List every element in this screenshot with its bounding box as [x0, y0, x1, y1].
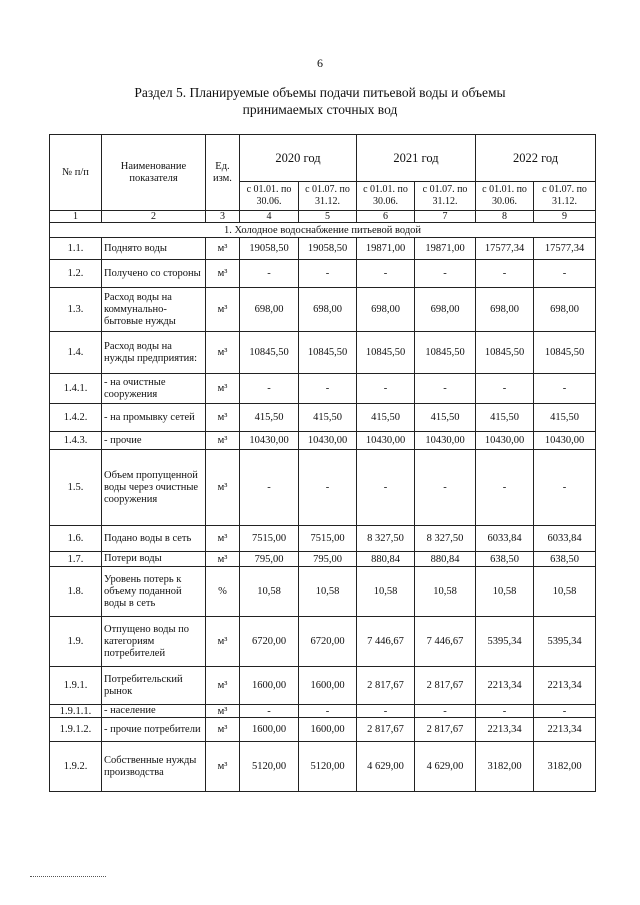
- row-number: 1.9.2.: [50, 742, 102, 792]
- row-unit: м³: [206, 552, 240, 567]
- table-row: [50, 238, 596, 260]
- row-value: 10430,00: [415, 432, 476, 450]
- table-row: [50, 288, 596, 332]
- row-value: 10,58: [240, 567, 299, 617]
- row-value: 10845,50: [357, 332, 415, 374]
- table-row: [50, 617, 596, 667]
- row-value: 10845,50: [240, 332, 299, 374]
- row-value: 10,58: [299, 567, 357, 617]
- row-name: - население: [102, 705, 206, 718]
- row-unit: м³: [206, 238, 240, 260]
- row-name: - на очистные сооружения: [102, 374, 206, 404]
- table-row: [50, 404, 596, 432]
- row-name: Поднято воды: [102, 238, 206, 260]
- row-value: -: [476, 374, 534, 404]
- header-year-2021: 2021 год: [357, 135, 476, 182]
- row-value: -: [357, 374, 415, 404]
- row-value: -: [476, 450, 534, 526]
- row-value: 10,58: [534, 567, 596, 617]
- row-value: -: [299, 374, 357, 404]
- row-value: -: [299, 705, 357, 718]
- row-value: -: [415, 705, 476, 718]
- column-number: 1: [50, 211, 102, 223]
- row-value: 7 446,67: [415, 617, 476, 667]
- row-value: 2213,34: [534, 667, 596, 705]
- column-numbers-row: [50, 211, 596, 223]
- row-value: 17577,34: [534, 238, 596, 260]
- table-row: [50, 667, 596, 705]
- row-name: Подано воды в сеть: [102, 526, 206, 552]
- column-number: 3: [206, 211, 240, 223]
- row-value: 10,58: [415, 567, 476, 617]
- column-number: 4: [240, 211, 299, 223]
- row-value: 698,00: [240, 288, 299, 332]
- row-value: -: [357, 260, 415, 288]
- row-value: 6033,84: [476, 526, 534, 552]
- row-value: 698,00: [476, 288, 534, 332]
- footer-dotted-line: [30, 876, 106, 877]
- row-number: 1.4.1.: [50, 374, 102, 404]
- row-unit: м³: [206, 742, 240, 792]
- row-value: 4 629,00: [415, 742, 476, 792]
- row-value: 7515,00: [299, 526, 357, 552]
- column-number: 5: [299, 211, 357, 223]
- row-value: -: [240, 450, 299, 526]
- table-row: [50, 742, 596, 792]
- row-name: Собственные нужды производства: [102, 742, 206, 792]
- row-value: 19058,50: [240, 238, 299, 260]
- row-unit: м³: [206, 404, 240, 432]
- row-name: Потребительский рынок: [102, 667, 206, 705]
- row-value: 10,58: [357, 567, 415, 617]
- row-unit: м³: [206, 705, 240, 718]
- row-name: Расход воды на нужды предприятия:: [102, 332, 206, 374]
- row-number: 1.2.: [50, 260, 102, 288]
- row-value: -: [534, 374, 596, 404]
- row-value: 1600,00: [299, 667, 357, 705]
- row-value: 638,50: [534, 552, 596, 567]
- row-value: 10845,50: [534, 332, 596, 374]
- row-value: 2 817,67: [357, 667, 415, 705]
- row-value: 10845,50: [476, 332, 534, 374]
- row-value: -: [299, 450, 357, 526]
- row-unit: м³: [206, 332, 240, 374]
- row-unit: м³: [206, 260, 240, 288]
- row-value: 415,50: [415, 404, 476, 432]
- row-value: 6033,84: [534, 526, 596, 552]
- header-period: с 01.01. по 30.06.: [476, 182, 534, 211]
- row-name: Уровень потерь к объему поданной воды в сеть: [102, 567, 206, 617]
- header-name: Наименование показателя: [102, 135, 206, 211]
- row-value: 8 327,50: [357, 526, 415, 552]
- row-value: 2213,34: [476, 667, 534, 705]
- row-value: 6720,00: [240, 617, 299, 667]
- row-unit: м³: [206, 617, 240, 667]
- row-value: 10430,00: [357, 432, 415, 450]
- row-unit: м³: [206, 450, 240, 526]
- row-number: 1.9.1.2.: [50, 718, 102, 742]
- row-value: 4 629,00: [357, 742, 415, 792]
- row-name: - прочие потребители: [102, 718, 206, 742]
- row-value: 5120,00: [240, 742, 299, 792]
- row-number: 1.8.: [50, 567, 102, 617]
- header-year-2022: 2022 год: [476, 135, 596, 182]
- row-value: 5395,34: [476, 617, 534, 667]
- row-value: -: [240, 260, 299, 288]
- row-value: 10845,50: [415, 332, 476, 374]
- table-body: [50, 238, 596, 792]
- row-name: Потери воды: [102, 552, 206, 567]
- row-value: -: [357, 705, 415, 718]
- row-value: 415,50: [299, 404, 357, 432]
- row-number: 1.9.: [50, 617, 102, 667]
- row-value: -: [415, 260, 476, 288]
- row-value: 880,84: [357, 552, 415, 567]
- row-value: 5120,00: [299, 742, 357, 792]
- row-value: 415,50: [534, 404, 596, 432]
- row-unit: м³: [206, 667, 240, 705]
- row-value: 5395,34: [534, 617, 596, 667]
- row-value: -: [415, 450, 476, 526]
- row-value: 17577,34: [476, 238, 534, 260]
- column-number: 6: [357, 211, 415, 223]
- row-value: 1600,00: [240, 667, 299, 705]
- row-unit: м³: [206, 526, 240, 552]
- row-value: 7515,00: [240, 526, 299, 552]
- header-year-2020: 2020 год: [240, 135, 357, 182]
- row-value: 2 817,67: [415, 718, 476, 742]
- table-row: [50, 432, 596, 450]
- row-value: 2 817,67: [415, 667, 476, 705]
- row-value: -: [534, 450, 596, 526]
- section-row: [50, 223, 596, 238]
- row-number: 1.9.1.1.: [50, 705, 102, 718]
- row-name: Объем пропущенной воды через очистные сооружения: [102, 450, 206, 526]
- header-period: с 01.01. по 30.06.: [357, 182, 415, 211]
- row-value: 2213,34: [476, 718, 534, 742]
- row-name: - прочие: [102, 432, 206, 450]
- page-number: 6: [317, 56, 323, 70]
- column-number: 7: [415, 211, 476, 223]
- row-unit: %: [206, 567, 240, 617]
- row-value: 10430,00: [299, 432, 357, 450]
- row-value: 10845,50: [299, 332, 357, 374]
- table-row: [50, 332, 596, 374]
- row-unit: м³: [206, 432, 240, 450]
- header-period: с 01.01. по 30.06.: [240, 182, 299, 211]
- row-value: -: [534, 705, 596, 718]
- table-row: [50, 705, 596, 718]
- row-value: -: [476, 705, 534, 718]
- row-value: -: [299, 260, 357, 288]
- table-row: [50, 526, 596, 552]
- row-value: -: [415, 374, 476, 404]
- row-number: 1.6.: [50, 526, 102, 552]
- row-value: 698,00: [415, 288, 476, 332]
- row-value: 698,00: [534, 288, 596, 332]
- row-value: 10430,00: [534, 432, 596, 450]
- row-value: 1600,00: [240, 718, 299, 742]
- row-value: 2213,34: [534, 718, 596, 742]
- column-number: 2: [102, 211, 206, 223]
- row-name: Расход воды на коммунально-бытовые нужды: [102, 288, 206, 332]
- row-unit: м³: [206, 288, 240, 332]
- row-value: 415,50: [240, 404, 299, 432]
- row-value: 19871,00: [357, 238, 415, 260]
- water-volume-table: [49, 134, 596, 792]
- header-unit: Ед. изм.: [206, 135, 240, 211]
- row-value: 1600,00: [299, 718, 357, 742]
- row-value: 2 817,67: [357, 718, 415, 742]
- row-value: 3182,00: [476, 742, 534, 792]
- row-value: 10430,00: [240, 432, 299, 450]
- section-title-line-2: принимаемых сточных вод: [242, 102, 398, 117]
- row-number: 1.1.: [50, 238, 102, 260]
- header-row-years: [50, 135, 596, 182]
- row-name: Отпущено воды по категориям потребителей: [102, 617, 206, 667]
- header-period: с 01.07. по 31.12.: [415, 182, 476, 211]
- row-value: -: [240, 374, 299, 404]
- row-number: 1.3.: [50, 288, 102, 332]
- row-value: 795,00: [299, 552, 357, 567]
- row-value: -: [476, 260, 534, 288]
- row-name: - на промывку сетей: [102, 404, 206, 432]
- column-number: 8: [476, 211, 534, 223]
- row-value: -: [357, 450, 415, 526]
- row-value: 698,00: [299, 288, 357, 332]
- table-row: [50, 718, 596, 742]
- section-title-line-1: Раздел 5. Планируемые объемы подачи питьевой воды и объемы: [134, 85, 506, 100]
- row-unit: м³: [206, 374, 240, 404]
- row-value: 3182,00: [534, 742, 596, 792]
- column-number: 9: [534, 211, 596, 223]
- table-row: [50, 450, 596, 526]
- row-value: 8 327,50: [415, 526, 476, 552]
- row-unit: м³: [206, 718, 240, 742]
- row-value: 10430,00: [476, 432, 534, 450]
- row-value: 19871,00: [415, 238, 476, 260]
- table-row: [50, 552, 596, 567]
- row-name: Получено со стороны: [102, 260, 206, 288]
- row-value: -: [240, 705, 299, 718]
- row-value: 10,58: [476, 567, 534, 617]
- row-value: 638,50: [476, 552, 534, 567]
- header-num: № п/п: [50, 135, 102, 211]
- table-row: [50, 374, 596, 404]
- table-row: [50, 260, 596, 288]
- table-row: [50, 567, 596, 617]
- row-number: 1.4.: [50, 332, 102, 374]
- header-period: с 01.07. по 31.12.: [534, 182, 596, 211]
- row-value: 795,00: [240, 552, 299, 567]
- row-number: 1.9.1.: [50, 667, 102, 705]
- row-value: 880,84: [415, 552, 476, 567]
- row-value: 7 446,67: [357, 617, 415, 667]
- row-number: 1.4.3.: [50, 432, 102, 450]
- row-value: 415,50: [357, 404, 415, 432]
- row-value: 415,50: [476, 404, 534, 432]
- row-value: 19058,50: [299, 238, 357, 260]
- section-title: [100, 84, 540, 118]
- row-value: 698,00: [357, 288, 415, 332]
- row-number: 1.5.: [50, 450, 102, 526]
- row-value: -: [534, 260, 596, 288]
- row-number: 1.7.: [50, 552, 102, 567]
- row-value: 6720,00: [299, 617, 357, 667]
- section-label: 1. Холодное водоснабжение питьевой водой: [50, 223, 596, 238]
- header-period: с 01.07. по 31.12.: [299, 182, 357, 211]
- row-number: 1.4.2.: [50, 404, 102, 432]
